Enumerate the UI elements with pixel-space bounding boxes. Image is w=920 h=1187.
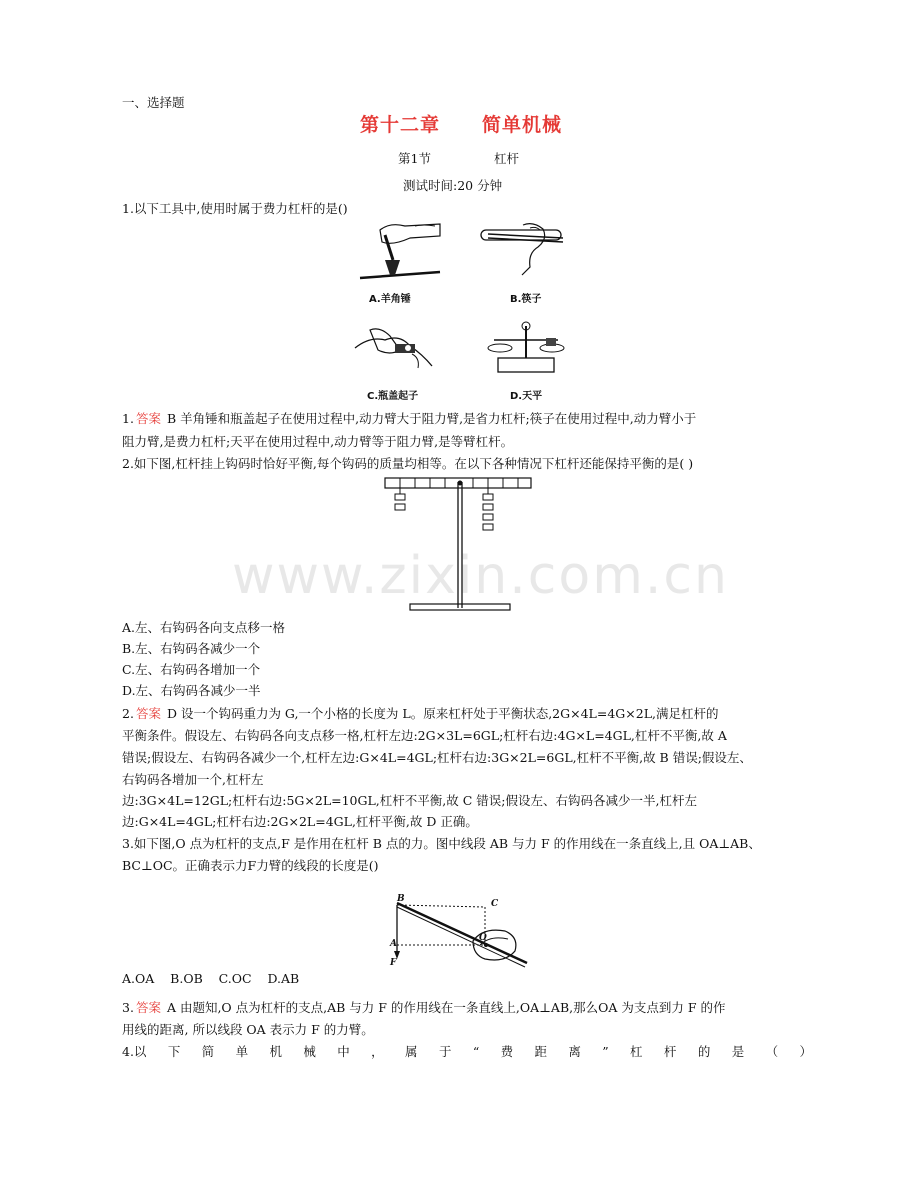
figure-label-o: O <box>479 933 487 943</box>
q1-answer-label: 答案 <box>135 411 161 426</box>
q1-caption-c: C.瓶盖起子 <box>367 391 419 402</box>
q2-answer-line: 边:3G×4L=12GL;杠杆右边:5G×2L=10GL,杠杆不平衡,故 C 错误;假设左、右钩码各减少一半,杠杆左 <box>122 793 697 808</box>
chapter-number: 第十二章 <box>360 114 441 136</box>
q1-answer-line1: B 羊角锤和瓶盖起子在使用过程中,动力臂大于阻力臂,是省力杠杆;筷子在使用过程中,动力臂小于 <box>166 411 697 426</box>
q3-answer-line2: 用线的距离, 所以线段 OA 表示力 F 的力臂。 <box>122 1022 374 1037</box>
q3-question-line2: BC⊥OC。正确表示力F力臂的线段的长度是() <box>122 858 379 873</box>
q1-answer-number: 1. <box>122 411 134 426</box>
q2-option-a: A.左、右钩码各向支点移一格 <box>122 620 286 635</box>
q2-answer-line: D 设一个钩码重力为 G,一个小格的长度为 L。原来杠杆处于平衡状态,2G×4L=4G×2L,满足杠杆的 <box>166 706 719 721</box>
q2-answer-line: 边:G×4L=4GL;杠杆右边:2G×2L=4GL,杠杆平衡,故 D 正确。 <box>122 814 478 829</box>
q1-question: 1.以下工具中,使用时属于费力杠杆的是() <box>122 201 348 216</box>
q2-answer-line: 平衡条件。假设左、右钩码各向支点移一格,杠杆左边:2G×3L=6GL;杠杆右边:4G×L=4GL,杠杆不平衡,故 A <box>122 728 727 743</box>
q2-option-c: C.左、右钩码各增加一个 <box>122 662 261 677</box>
q2-question: 2.如下图,杠杆挂上钩码时恰好平衡,每个钩码的质量均相等。在以下各种情况下杠杆还能保持平衡的是( ) <box>122 456 694 471</box>
claw-hammer-figure <box>355 220 445 300</box>
test-time: 测试时间:20 分钟 <box>403 178 503 193</box>
watermark: www.zixin.com.cn <box>232 546 729 606</box>
q3-options: A.OA B.OB C.OC D.AB <box>122 971 300 986</box>
q3-question-line1: 3.如下图,O 点为杠杆的支点,F 是作用在杠杆 B 点的力。图中线段 AB 与力 F 的作用线在一条直线上,且 OA⊥AB、 <box>122 836 761 851</box>
q1-caption-b: B.筷子 <box>510 294 542 305</box>
chapter-title: 简单机械 <box>482 114 563 136</box>
figure-label-f: F <box>390 958 397 968</box>
section-heading: 一、选择题 <box>122 95 185 110</box>
figure-label-c: C <box>491 899 499 909</box>
q2-answer-line: 右钩码各增加一个,杠杆左 <box>122 772 264 787</box>
bottle-opener-figure <box>350 318 440 378</box>
q1-answer-line2: 阻力臂,是费力杠杆;天平在使用过程中,动力臂等于阻力臂,是等臂杠杆。 <box>122 434 514 449</box>
q3-answer-number: 3. <box>122 1000 134 1015</box>
figure-label-a: A <box>390 939 397 949</box>
q2-answer-label: 答案 <box>135 706 161 721</box>
balance-scale-figure <box>486 318 566 378</box>
q4-question: 4.以 下 简 单 机 械 中 ， 属 于 “ 费 距 离 ” 杠 杆 的 是 （ ） <box>122 1044 812 1059</box>
q3-answer-label: 答案 <box>135 1000 161 1015</box>
q2-answer-number: 2. <box>122 706 134 721</box>
lesson-section: 第1节 <box>398 151 431 166</box>
q2-answer-line: 错误;假设左、右钩码各减少一个,杠杆左边:G×4L=4GL;杠杆右边:3G×2L=6GL,杠杆不平衡,故 B 错误;假设左、 <box>122 750 752 765</box>
q1-caption-a: A.羊角锤 <box>369 294 411 305</box>
lever-weights-figure <box>385 476 535 618</box>
q2-option-b: B.左、右钩码各减少一个 <box>122 641 261 656</box>
figure-label-b: B <box>397 894 405 904</box>
q1-caption-d: D.天平 <box>510 391 543 402</box>
q3-answer-line1: A 由题知,O 点为杠杆的支点,AB 与力 F 的作用线在一条直线上,OA⊥AB,那么OA 为支点到力 F 的作 <box>166 1000 726 1015</box>
chopsticks-figure <box>478 220 568 280</box>
q2-option-d: D.左、右钩码各减少一半 <box>122 683 261 698</box>
lever-force-figure <box>385 893 545 973</box>
lesson-name: 杠杆 <box>494 151 520 166</box>
